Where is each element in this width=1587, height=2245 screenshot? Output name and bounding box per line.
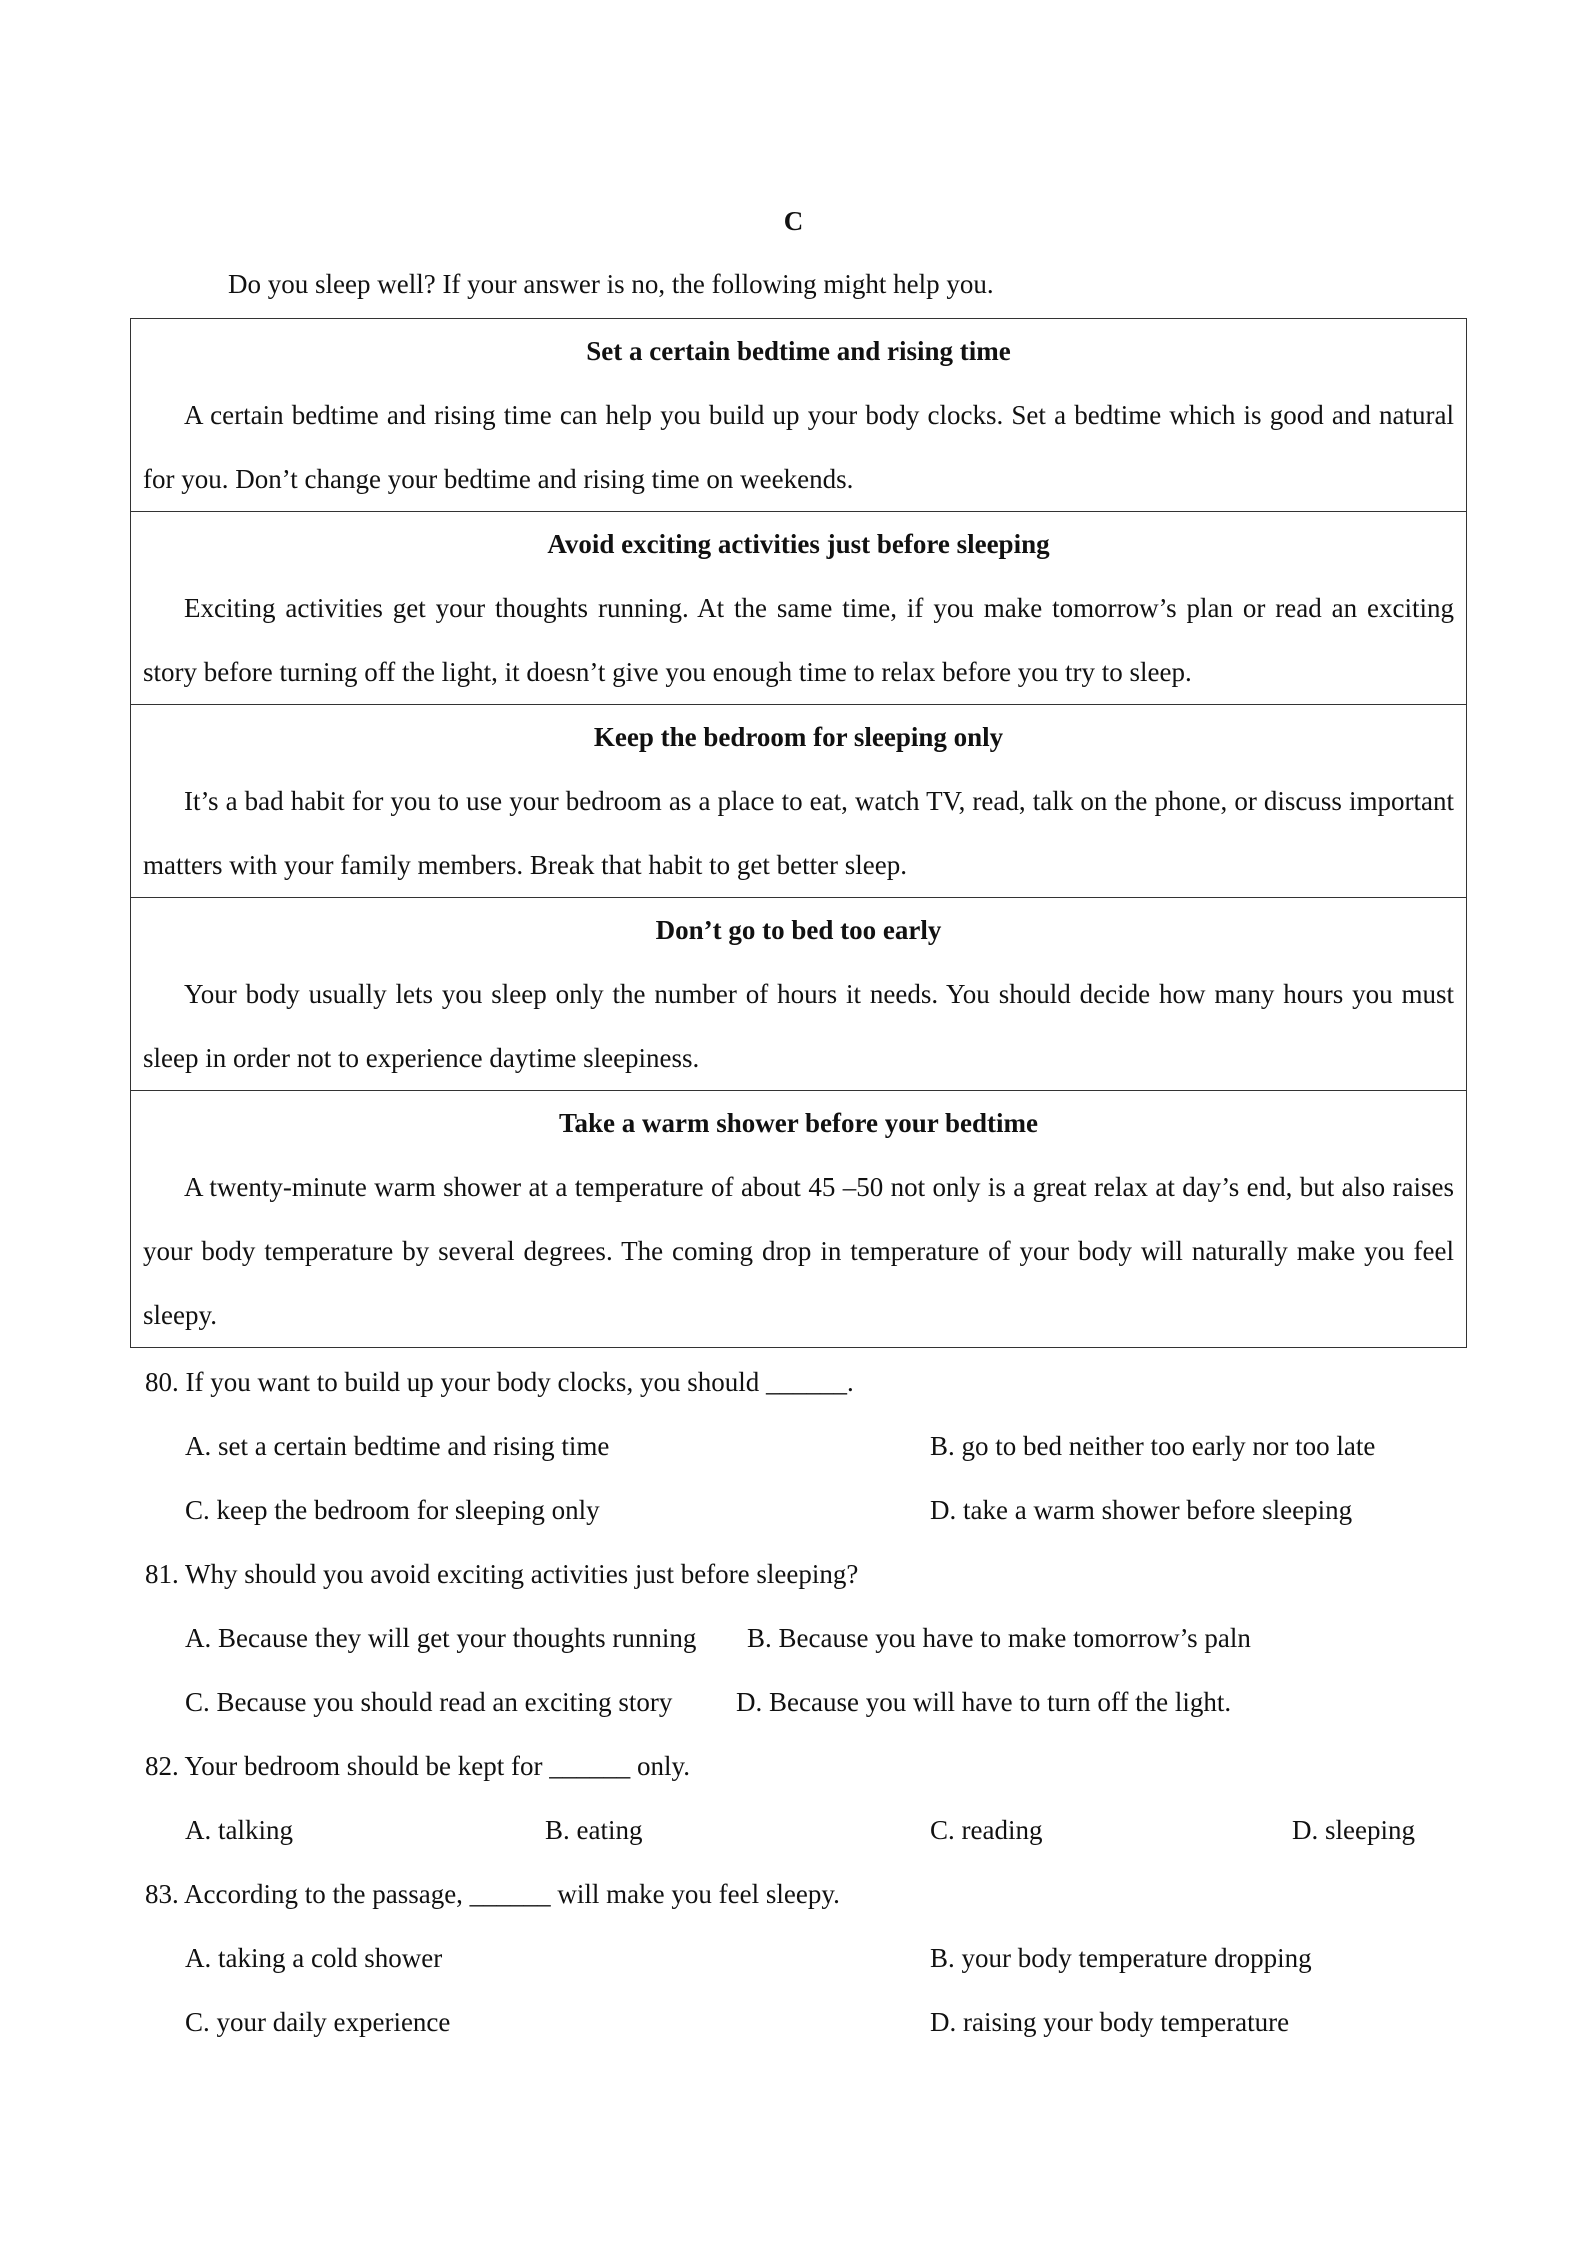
question-83-option-d: D. raising your body temperature	[930, 2007, 1290, 2037]
question-82-option-a: A. talking	[185, 1815, 293, 1845]
question-80-stem: 80. If you want to build up your body clocks, you should ______.	[145, 1367, 854, 1397]
tip-heading: Set a certain bedtime and rising time	[586, 336, 1011, 366]
tip-heading: Avoid exciting activities just before sleeping	[547, 529, 1050, 559]
tip-body: Exciting activities get your thoughts running. At the same time, if you make tomorrow’s plan or read an exciting story before turning off the light, it doesn’t give you enough time to relax before you try to sleep.	[143, 593, 1454, 687]
question-82-option-b: B. eating	[545, 1815, 643, 1845]
question-82-option-d: D. sleeping	[1292, 1815, 1415, 1845]
question-80-option-d: D. take a warm shower before sleeping	[930, 1495, 1353, 1525]
question-80-option-c: C. keep the bedroom for sleeping only	[185, 1495, 600, 1525]
tip-row	[131, 1091, 1467, 1348]
tip-body: Your body usually lets you sleep only the number of hours it needs. You should decide how many hours you must sleep in order not to experience daytime sleepiness.	[143, 979, 1454, 1073]
question-83-option-c: C. your daily experience	[185, 2007, 451, 2037]
tip-body: It’s a bad habit for you to use your bedroom as a place to eat, watch TV, read, talk on the phone, or discuss important matters with your family members. Break that habit to get better sleep.	[143, 786, 1454, 880]
tip-row	[131, 319, 1467, 512]
question-83-option-a: A. taking a cold shower	[185, 1943, 443, 1973]
question-83-stem: 83. According to the passage, ______ will make you feel sleepy.	[145, 1879, 840, 1909]
tip-cell	[131, 319, 1467, 512]
tip-heading: Keep the bedroom for sleeping only	[593, 722, 1004, 752]
tip-body: A certain bedtime and rising time can help you build up your body clocks. Set a bedtime which is good and natural for you. Don’t change your bedtime and rising time on weekends.	[143, 400, 1454, 494]
tip-row	[131, 705, 1467, 898]
tip-heading: Don’t go to bed too early	[655, 915, 942, 945]
tip-cell	[131, 512, 1467, 705]
question-82-stem: 82. Your bedroom should be kept for ______ only.	[145, 1751, 690, 1781]
question-81-option-b: B. Because you have to make tomorrow’s paln	[747, 1623, 1251, 1653]
question-81-stem: 81. Why should you avoid exciting activities just before sleeping?	[145, 1559, 859, 1589]
question-80-option-a: A. set a certain bedtime and rising time	[185, 1431, 610, 1461]
question-80-option-b: B. go to bed neither too early nor too late	[930, 1431, 1376, 1461]
intro-text: Do you sleep well? If your answer is no, the following might help you.	[228, 269, 994, 299]
tip-cell	[131, 705, 1467, 898]
tip-cell	[131, 1091, 1467, 1348]
question-82-option-c: C. reading	[930, 1815, 1043, 1845]
tip-heading: Take a warm shower before your bedtime	[559, 1108, 1038, 1138]
question-81-option-a: A. Because they will get your thoughts running	[185, 1623, 697, 1653]
tip-cell	[131, 898, 1467, 1091]
tip-row	[131, 512, 1467, 705]
question-81-option-c: C. Because you should read an exciting story	[185, 1687, 673, 1717]
question-83-option-b: B. your body temperature dropping	[930, 1943, 1312, 1973]
section-letter: C	[783, 206, 804, 236]
tip-body: A twenty-minute warm shower at a temperature of about 45 –50 not only is a great relax at day’s end, but also raises your body temperature by several degrees. The coming drop in temperature of your body will naturally make you feel sleepy.	[143, 1172, 1454, 1330]
question-81-option-d: D. Because you will have to turn off the light.	[736, 1687, 1232, 1717]
tip-row	[131, 898, 1467, 1091]
tips-table	[130, 318, 1467, 1348]
